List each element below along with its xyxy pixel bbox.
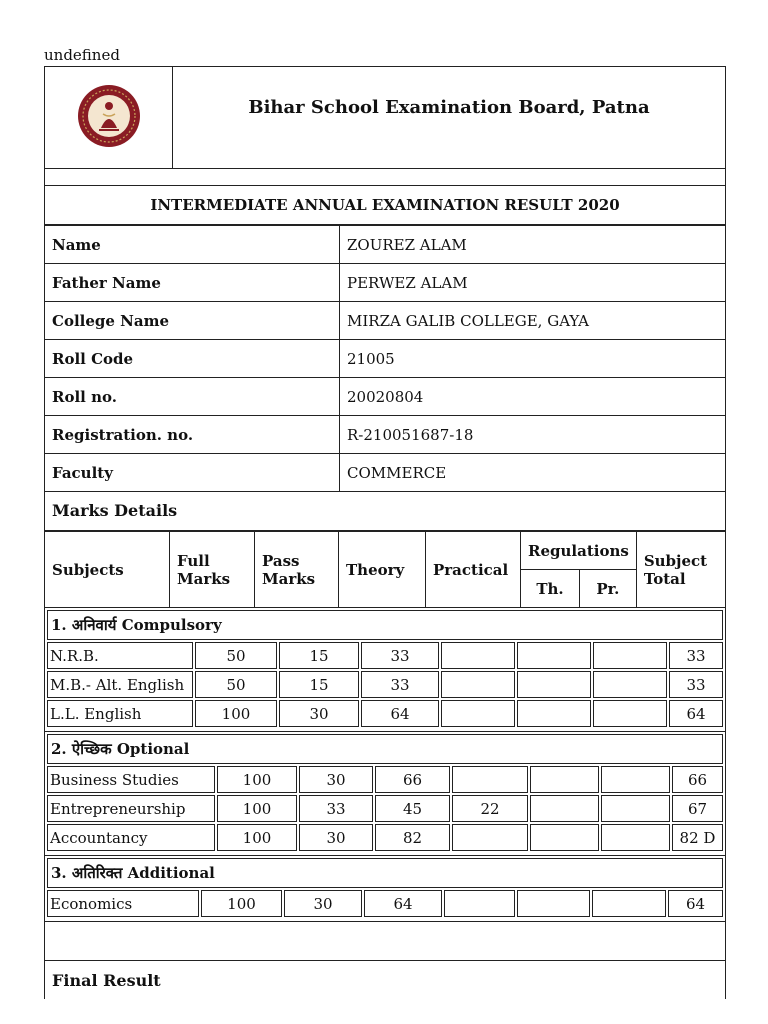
cell-total: 67 <box>672 795 723 822</box>
top-undefined-text: undefined <box>44 46 120 64</box>
info-value: COMMERCE <box>340 454 726 492</box>
info-label: Name <box>45 226 340 264</box>
marks-section <box>44 732 726 856</box>
cell-th <box>530 795 599 822</box>
cell-pr <box>601 795 670 822</box>
cell-practical: 22 <box>452 795 528 822</box>
cell-subject: L.L. English <box>47 700 193 727</box>
cell-pass: 30 <box>279 700 359 727</box>
info-row <box>45 226 726 264</box>
subject-row <box>47 890 723 917</box>
cell-th <box>517 642 591 669</box>
cell-full: 100 <box>217 766 297 793</box>
col-subjects: Subjects <box>45 532 170 608</box>
cell-practical <box>452 824 528 851</box>
info-row <box>45 264 726 302</box>
student-info-table <box>44 225 726 492</box>
col-pr: Pr. <box>579 570 636 608</box>
cell-subject: M.B.- Alt. English <box>47 671 193 698</box>
cell-pr <box>592 890 666 917</box>
cell-practical <box>452 766 528 793</box>
cell-full: 100 <box>195 700 277 727</box>
section-title: 2. ऐच्छिक Optional <box>47 734 723 764</box>
info-value: 21005 <box>340 340 726 378</box>
cell-full: 50 <box>195 671 277 698</box>
logo-cell <box>45 67 173 169</box>
cell-pass: 15 <box>279 671 359 698</box>
cell-theory: 82 <box>375 824 450 851</box>
subject-row <box>47 824 723 851</box>
cell-subject: N.R.B. <box>47 642 193 669</box>
info-row <box>45 302 726 340</box>
cell-total: 64 <box>668 890 723 917</box>
col-pass-marks: Pass Marks <box>255 532 339 608</box>
col-practical: Practical <box>426 532 521 608</box>
cell-total: 66 <box>672 766 723 793</box>
info-row <box>45 378 726 416</box>
section-title: 1. अनिवार्य Compulsory <box>47 610 723 640</box>
subject-row <box>47 700 723 727</box>
cell-theory: 45 <box>375 795 450 822</box>
subject-row <box>47 795 723 822</box>
marks-header-table <box>44 531 726 608</box>
cell-theory: 33 <box>361 642 439 669</box>
cell-th <box>530 824 599 851</box>
cell-th <box>530 766 599 793</box>
info-value: MIRZA GALIB COLLEGE, GAYA <box>340 302 726 340</box>
cell-th <box>517 700 591 727</box>
section-table <box>45 640 725 729</box>
cell-theory: 64 <box>364 890 442 917</box>
blank-row <box>44 922 726 961</box>
col-th: Th. <box>521 570 580 608</box>
cell-total: 33 <box>669 671 723 698</box>
info-row <box>45 454 726 492</box>
cell-full: 100 <box>217 824 297 851</box>
subject-row <box>47 642 723 669</box>
section-title: 3. अतिरिक्त Additional <box>47 858 723 888</box>
cell-pr <box>593 642 667 669</box>
marks-section <box>44 856 726 922</box>
cell-pass: 30 <box>284 890 362 917</box>
section-table <box>45 764 725 853</box>
section-table <box>45 888 725 919</box>
info-label: Registration. no. <box>45 416 340 454</box>
cell-total: 33 <box>669 642 723 669</box>
col-subject-total: Subject Total <box>636 532 725 608</box>
col-theory: Theory <box>339 532 426 608</box>
cell-pr <box>593 671 667 698</box>
board-name: Bihar School Examination Board, Patna <box>173 67 726 169</box>
spacer-row <box>44 169 726 186</box>
cell-pr <box>601 766 670 793</box>
cell-th <box>517 890 590 917</box>
info-value: PERWEZ ALAM <box>340 264 726 302</box>
info-label: Faculty <box>45 454 340 492</box>
marks-section <box>44 608 726 732</box>
info-row <box>45 340 726 378</box>
info-value: 20020804 <box>340 378 726 416</box>
marks-details-heading: Marks Details <box>44 492 726 531</box>
col-regulations: Regulations <box>521 532 637 570</box>
cell-pr <box>601 824 670 851</box>
subject-row <box>47 671 723 698</box>
cell-pass: 30 <box>299 766 373 793</box>
info-label: Roll Code <box>45 340 340 378</box>
info-label: College Name <box>45 302 340 340</box>
result-sheet <box>44 66 726 999</box>
header-table <box>44 66 726 169</box>
cell-practical <box>444 890 515 917</box>
result-title: INTERMEDIATE ANNUAL EXAMINATION RESULT 2020 <box>44 186 726 225</box>
cell-total: 82 D <box>672 824 723 851</box>
subject-row <box>47 766 723 793</box>
info-label: Roll no. <box>45 378 340 416</box>
cell-subject: Entrepreneurship <box>47 795 215 822</box>
cell-pass: 33 <box>299 795 373 822</box>
cell-subject: Business Studies <box>47 766 215 793</box>
cell-pass: 30 <box>299 824 373 851</box>
cell-total: 64 <box>669 700 723 727</box>
cell-th <box>517 671 591 698</box>
cell-practical <box>441 671 515 698</box>
cell-full: 50 <box>195 642 277 669</box>
cell-theory: 33 <box>361 671 439 698</box>
cell-theory: 66 <box>375 766 450 793</box>
cell-practical <box>441 700 515 727</box>
final-result-label: Final Result <box>44 961 726 999</box>
info-label: Father Name <box>45 264 340 302</box>
info-row <box>45 416 726 454</box>
cell-subject: Accountancy <box>47 824 215 851</box>
cell-full: 100 <box>201 890 282 917</box>
cell-subject: Economics <box>47 890 199 917</box>
cell-pr <box>593 700 667 727</box>
info-value: ZOUREZ ALAM <box>340 226 726 264</box>
bseb-seal-icon <box>77 84 141 148</box>
cell-practical <box>441 642 515 669</box>
cell-pass: 15 <box>279 642 359 669</box>
col-full-marks: Full Marks <box>170 532 255 608</box>
cell-full: 100 <box>217 795 297 822</box>
info-value: R-210051687-18 <box>340 416 726 454</box>
cell-theory: 64 <box>361 700 439 727</box>
